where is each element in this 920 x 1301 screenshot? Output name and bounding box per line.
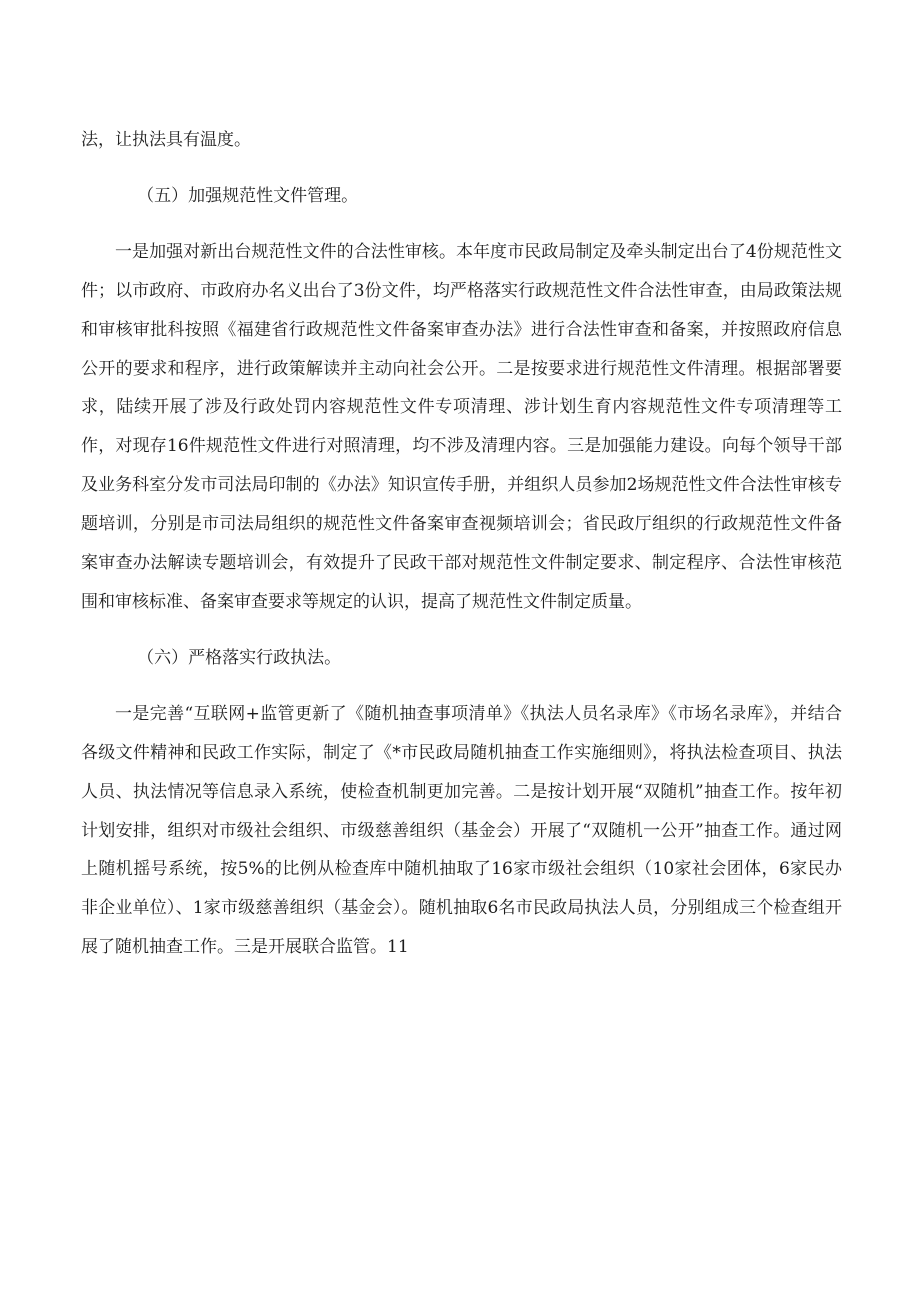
paragraph-administrative-enforcement: 一是完善“互联网+监管更新了《随机抽查事项清单》《执法人员名录库》《市场名录库》，并结合各级文件精神和民政工作实际，制定了《*市民政局随机抽查工作实施细则》，将执法检查项目、执法人员、执法情况等信息录入系统，使检查机制更加完善。二是按计划开展“双随机”抽查工作。按年初计划安排，组织对市级社会组织、市级慈善组织（基金会）开展了“双随机一公开”抽查工作。通过网上随机摇号系统，按5%的比例从检查库中随机抽取了16家市级社会组织（10家社会团体，6家民办非企业单位）、1家市级慈善组织（基金会）。随机抽取6名市民政局执法人员，分别组成三个检查组开展了随机抽查工作。三是开展联合监管。11	[81, 703, 842, 958]
paragraph-normative-documents: 一是加强对新出台规范性文件的合法性审核。本年度市民政局制定及牵头制定出台了4份规范性文件；以市政府、市政府办名义出台了3份文件，均严格落实行政规范性文件合法性审查，由局政策法规和审核审批科按照《福建省行政规范性文件备案审查办法》进行合法性审查和备案，并按照政府信息公开的要求和程序，进行政策解读并主动向社会公开。二是按要求进行规范性文件清理。根据部署要求，陆续开展了涉及行政处罚内容规范性文件专项清理、涉计划生育内容规范性文件专项清理等工作，对现存16件规范性文件进行对照清理，均不涉及清理内容。三是加强能力建设。向每个领导干部及业务科室分发市司法局印制的《办法》知识宣传手册，并组织人员参加2场规范性文件合法性审核专题培训，分别是市司法局组织的规范性文件备案审查视频培训会；省民政厅组织的行政规范性文件备案审查办法解读专题培训会，有效提升了民政干部对规范性文件制定要求、制定程序、合法性审核范围和审核标准、备案审查要求等规定的认识，提高了规范性文件制定质量。	[81, 241, 842, 612]
paragraph-continuation: 法，让执法具有温度。	[81, 130, 251, 150]
section-heading-six: （六）严格落实行政执法。	[137, 647, 342, 668]
section-heading-five: （五）加强规范性文件管理。	[137, 185, 359, 206]
document-body	[81, 121, 842, 967]
